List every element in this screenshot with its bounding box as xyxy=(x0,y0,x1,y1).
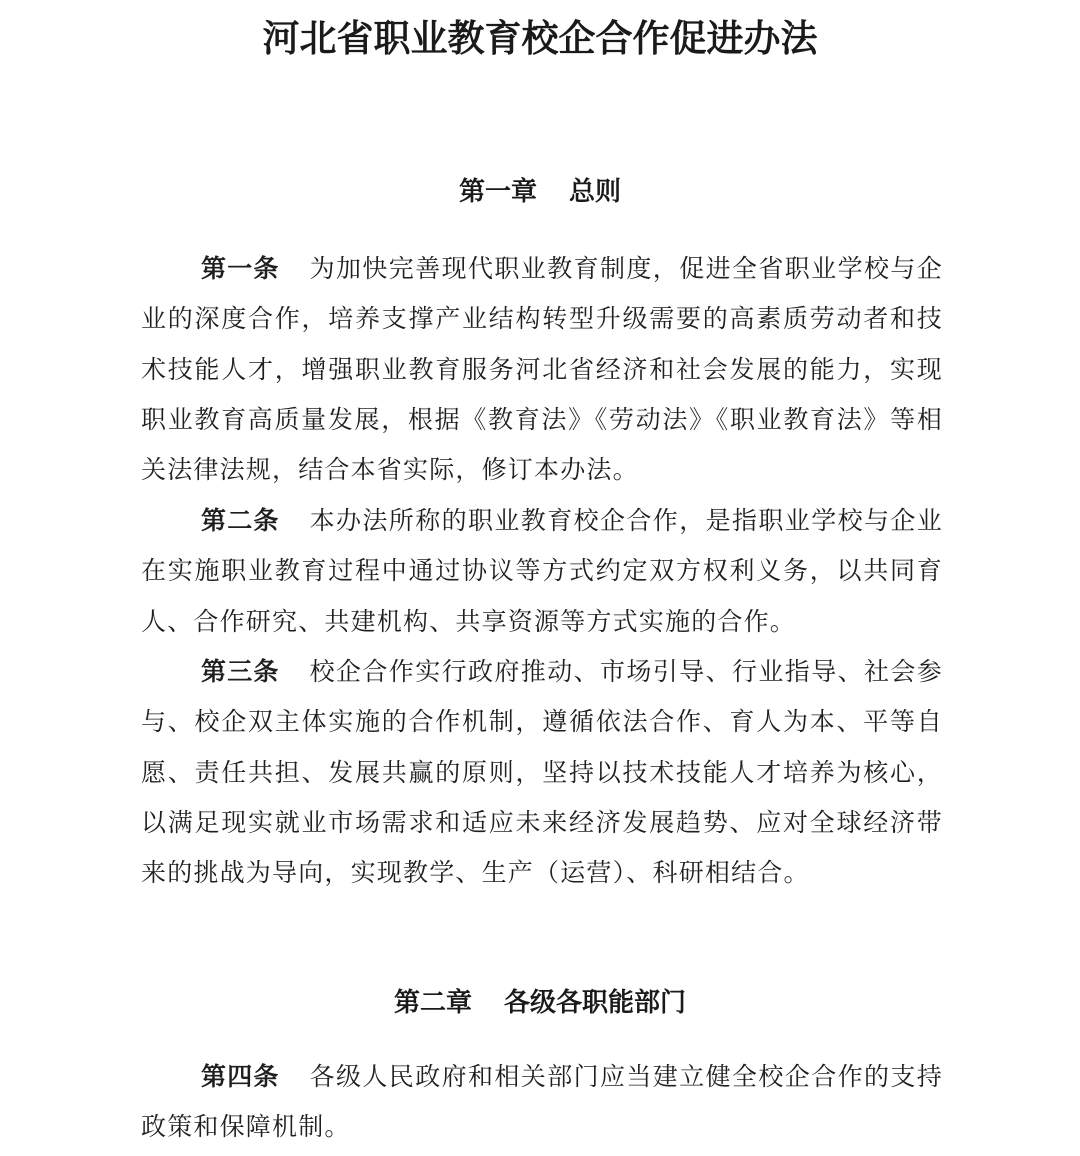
article-text: 本办法所称的职业教育校企合作，是指职业学校与企业在实施职业教育过程中通过协议等方式约定双方权利义务，以共同育人、合作研究、共建机构、共享资源等方式实施的合作。 xyxy=(141,506,943,636)
article-3 xyxy=(141,647,943,898)
chapter-heading-1 xyxy=(0,172,1080,212)
article-text: 校企合作实行政府推动、市场引导、行业指导、社会参与、校企双主体实施的合作机制，遵循依法合作、育人为本、平等自愿、责任共担、发展共赢的原则，坚持以技术技能人才培养为核心，以满足现实就业市场需求和适应未来经济发展趋势、应对全球经济带来的挑战为导向，实现教学、生产（运营）、科研相结合。 xyxy=(141,657,943,888)
article-text: 各级人民政府和相关部门应当建立健全校企合作的支持政策和保障机制。 xyxy=(141,1062,943,1142)
article-text: 为加快完善现代职业教育制度，促进全省职业学校与企业的深度合作，培养支撑产业结构转型升级需要的高素质劳动者和技术技能人才，增强职业教育服务河北省经济和社会发展的能力，实现职业教育高质量发展，根据《教育法》《劳动法》《职业教育法》等相关法律法规，结合本省实际，修订本办法。 xyxy=(141,254,943,485)
article-1 xyxy=(141,244,943,495)
document-title: 河北省职业教育校企合作促进办法 xyxy=(262,16,818,60)
chapter-name: 各级各职能部门 xyxy=(504,988,687,1018)
article-label: 第四条 xyxy=(201,1062,280,1091)
chapter-number: 第一章 xyxy=(458,177,537,207)
chapter-number: 第二章 xyxy=(393,988,472,1018)
article-4 xyxy=(141,1052,943,1153)
chapter-name: 总则 xyxy=(569,177,622,207)
article-2 xyxy=(141,496,943,647)
article-label: 第一条 xyxy=(201,254,280,283)
chapter-heading-2 xyxy=(0,983,1080,1023)
article-label: 第三条 xyxy=(201,657,280,686)
article-label: 第二条 xyxy=(201,506,280,535)
